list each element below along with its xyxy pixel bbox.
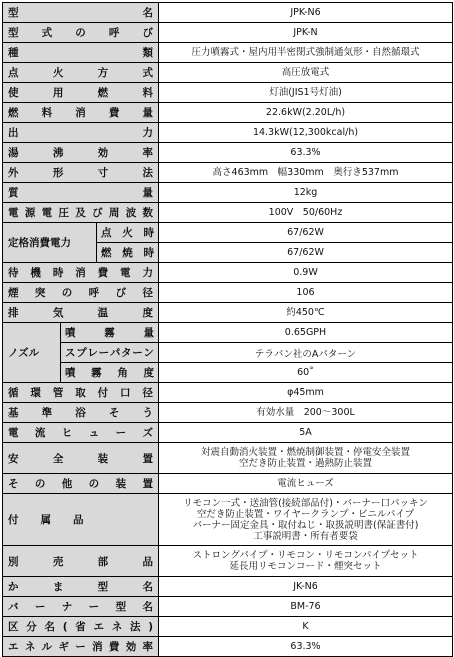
value-line: ストロングパイプ・リモコン・リモコンパイプセット bbox=[192, 550, 419, 561]
sub-label: 燃 焼 時 bbox=[97, 243, 159, 262]
spec-row bbox=[3, 263, 453, 283]
row-value bbox=[159, 283, 453, 302]
row-label: 型 名 bbox=[3, 3, 159, 22]
row-label: 電 流 ヒ ュ ー ズ bbox=[3, 423, 159, 442]
value-line: 0.9W bbox=[293, 267, 318, 278]
row-label: 安 全 装 置 bbox=[3, 443, 159, 473]
sub-rows bbox=[61, 323, 453, 382]
spec-row bbox=[3, 63, 453, 83]
value-line: JPK-N6 bbox=[290, 7, 321, 18]
row-label: 電 源 電 圧 及 び 周 波 数 bbox=[3, 203, 159, 222]
value-line: バーナー固定金具・取付ねじ・取扱説明書(保証書付) bbox=[192, 519, 419, 531]
row-label: 使 用 燃 料 bbox=[3, 83, 159, 102]
value-line: 対震自動消火装置・燃焼制御装置・停電安全装置 bbox=[200, 447, 410, 458]
row-label: 燃 料 消 費 量 bbox=[3, 103, 159, 122]
value-line: リモコン一式・送油管(接続部品付)・バーナー口パッキン bbox=[183, 497, 428, 509]
value-line: K bbox=[302, 621, 309, 632]
spec-row bbox=[3, 637, 453, 657]
spec-row bbox=[3, 83, 453, 103]
value-line: 100V 50/60Hz bbox=[268, 207, 343, 218]
sub-rows bbox=[97, 223, 453, 262]
row-label: 煙 突 の 呼 び 径 bbox=[3, 283, 159, 302]
row-label: 循 環 管 取 付 口 径 bbox=[3, 383, 159, 402]
row-label: 種 類 bbox=[3, 43, 159, 62]
spec-row bbox=[3, 383, 453, 403]
row-label: 区 分 名 ( 省 エ ネ 法 ) bbox=[3, 617, 159, 636]
row-value bbox=[159, 163, 453, 182]
sub-label: ス プ レ ー パ タ ー ン bbox=[61, 343, 159, 362]
value-line: JPK-N bbox=[293, 27, 318, 38]
spec-row bbox=[3, 303, 453, 323]
value-line: 延長用リモコンコード・煙突セット bbox=[229, 561, 382, 572]
row-label: そ の 他 の 装 置 bbox=[3, 474, 159, 493]
spec-row bbox=[3, 474, 453, 494]
sub-row bbox=[97, 223, 453, 242]
value-line: 63.3% bbox=[290, 641, 321, 652]
row-label: 型 式 の 呼 び bbox=[3, 23, 159, 42]
row-value bbox=[159, 3, 453, 22]
value-line: BM-76 bbox=[290, 601, 321, 612]
row-label: 排 気 温 度 bbox=[3, 303, 159, 322]
row-value bbox=[159, 617, 453, 636]
row-value bbox=[159, 83, 453, 102]
spec-row bbox=[3, 163, 453, 183]
row-label: エ ネ ル ギ ー 消 費 効 率 bbox=[3, 637, 159, 656]
value-line: 63.3% bbox=[290, 147, 321, 158]
value-line: 106 bbox=[296, 287, 315, 298]
spec-row bbox=[3, 597, 453, 617]
spec-row bbox=[3, 23, 453, 43]
value-line: 電流ヒューズ bbox=[277, 478, 334, 489]
value-line: 空だき防止装置・過熱防止装置 bbox=[238, 458, 372, 469]
row-label: 湯 沸 効 率 bbox=[3, 143, 159, 162]
sub-value: テラバン社のAパターン bbox=[159, 343, 453, 362]
row-label: バ ー ナ ー 型 名 bbox=[3, 597, 159, 616]
row-value bbox=[159, 43, 453, 62]
value-line: 工事説明書・所有者要袋 bbox=[253, 530, 358, 542]
row-value bbox=[159, 383, 453, 402]
row-label: 質 量 bbox=[3, 183, 159, 202]
value-line: 約450℃ bbox=[286, 307, 325, 318]
value-line: 高圧放電式 bbox=[281, 67, 330, 78]
row-value bbox=[159, 546, 453, 576]
spec-row bbox=[3, 443, 453, 474]
spec-row bbox=[3, 123, 453, 143]
spec-row bbox=[3, 3, 453, 23]
row-value bbox=[159, 403, 453, 422]
row-value bbox=[159, 637, 453, 656]
spec-row bbox=[3, 423, 453, 443]
value-line: φ45mm bbox=[287, 387, 324, 398]
sub-value: 0.65GPH bbox=[159, 323, 453, 342]
row-label: 外 形 寸 法 bbox=[3, 163, 159, 182]
spec-row bbox=[3, 283, 453, 303]
row-label: 点 火 方 式 bbox=[3, 63, 159, 82]
row-label: 付 属 品 bbox=[3, 494, 159, 545]
row-value bbox=[159, 494, 453, 545]
spec-row bbox=[3, 203, 453, 223]
spec-row bbox=[3, 143, 453, 163]
spec-row bbox=[3, 43, 453, 63]
sub-row bbox=[61, 342, 453, 362]
sub-value: 67/62W bbox=[159, 243, 453, 262]
row-value bbox=[159, 577, 453, 596]
sub-value: 67/62W bbox=[159, 223, 453, 242]
row-label: 定格消費電力 bbox=[3, 223, 97, 262]
row-label: 出 力 bbox=[3, 123, 159, 142]
row-value bbox=[159, 183, 453, 202]
row-value bbox=[159, 443, 453, 473]
row-value bbox=[159, 103, 453, 122]
row-value bbox=[159, 203, 453, 222]
row-label: ノズル bbox=[3, 323, 61, 382]
spec-row bbox=[3, 546, 453, 577]
value-line: 圧力噴霧式・屋内用半密閉式強制通気形・自然循環式 bbox=[191, 47, 420, 58]
value-line: 14.3kW(12,300kcal/h) bbox=[252, 127, 359, 138]
row-value bbox=[159, 423, 453, 442]
row-value bbox=[159, 63, 453, 82]
value-line: 5A bbox=[299, 427, 312, 438]
row-value bbox=[159, 263, 453, 282]
spec-row bbox=[3, 577, 453, 597]
row-label: 待 機 時 消 費 電 力 bbox=[3, 263, 159, 282]
value-line: 12kg bbox=[293, 187, 318, 198]
spec-table bbox=[2, 2, 453, 657]
sub-row bbox=[97, 242, 453, 262]
spec-row bbox=[3, 494, 453, 546]
spec-row bbox=[3, 617, 453, 637]
sub-label: 噴 霧 角 度 bbox=[61, 363, 159, 382]
row-label: か ま 型 名 bbox=[3, 577, 159, 596]
spec-group-nozzle bbox=[3, 323, 453, 383]
row-value bbox=[159, 123, 453, 142]
value-line: 22.6kW(2.20L/h) bbox=[265, 107, 346, 118]
spec-row bbox=[3, 403, 453, 423]
sub-row bbox=[61, 323, 453, 342]
row-label: 別 売 部 品 bbox=[3, 546, 159, 576]
row-value bbox=[159, 474, 453, 493]
spec-row bbox=[3, 183, 453, 203]
sub-row bbox=[61, 362, 453, 382]
value-line: 有効水量 200～300L bbox=[256, 407, 355, 418]
row-value bbox=[159, 23, 453, 42]
sub-value: 60˚ bbox=[159, 363, 453, 382]
spec-row bbox=[3, 103, 453, 123]
row-label: 基 準 浴 そ う bbox=[3, 403, 159, 422]
row-value bbox=[159, 303, 453, 322]
sub-label: 噴 霧 量 bbox=[61, 323, 159, 342]
value-line: JK-N6 bbox=[293, 581, 318, 592]
value-line: 灯油(JIS1号灯油) bbox=[269, 87, 342, 98]
spec-group-power bbox=[3, 223, 453, 263]
value-line: 空だき防止装置・ワイヤークランプ・ビニルパイプ bbox=[196, 508, 415, 520]
sub-label: 点 火 時 bbox=[97, 223, 159, 242]
value-line: 高さ463mm 幅330mm 奥行き537mm bbox=[212, 167, 399, 178]
row-value bbox=[159, 143, 453, 162]
